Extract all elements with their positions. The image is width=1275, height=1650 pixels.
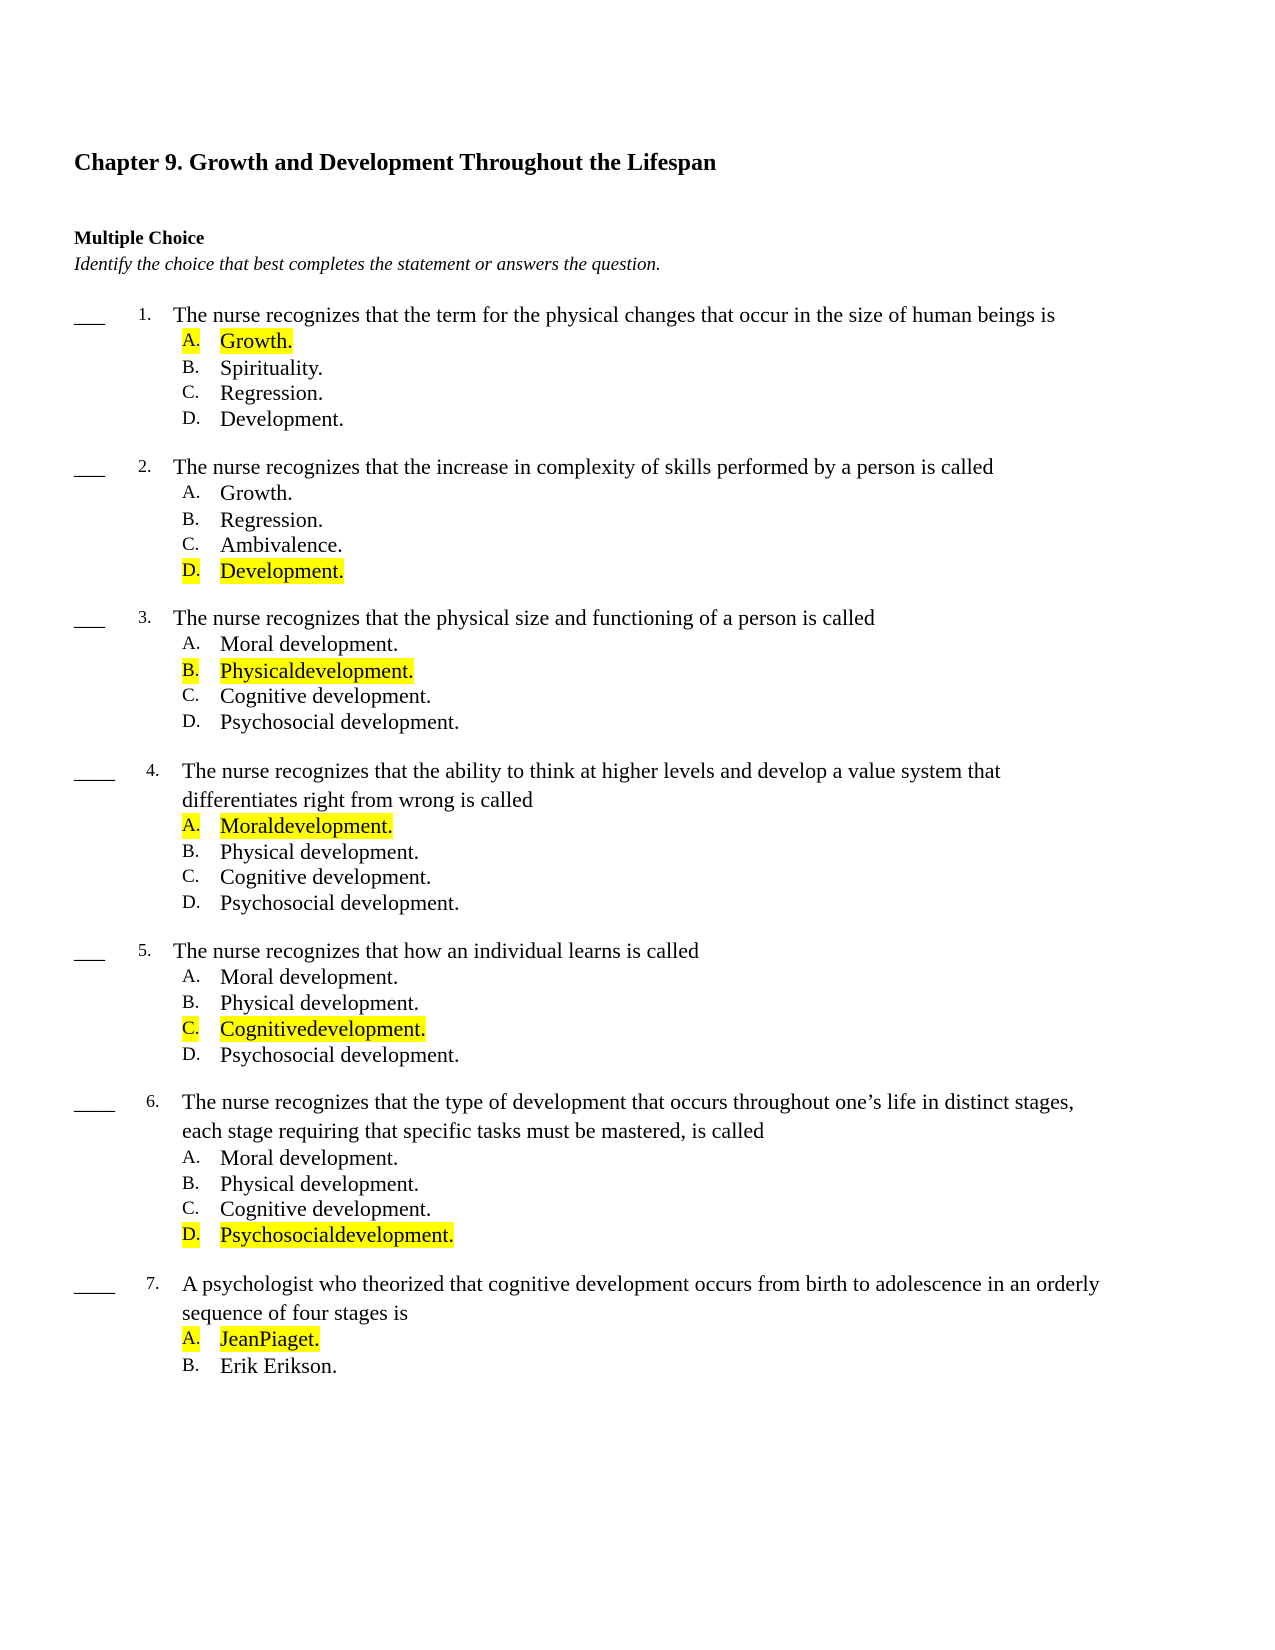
answer-blank[interactable]: ____	[74, 1271, 114, 1296]
option-letter: D.	[182, 408, 201, 429]
option-letter: A.	[182, 1326, 200, 1352]
option-text: Regression.	[220, 380, 324, 405]
option-letter: B.	[182, 841, 200, 862]
question-stem: The nurse recognizes that the physical size and functioning of a person is called	[173, 605, 875, 630]
option-letter: D.	[182, 1044, 201, 1065]
option-text: Physicaldevelopment.	[220, 658, 414, 683]
option-letter: D.	[182, 711, 201, 732]
question-number: 6.	[146, 1091, 160, 1111]
question-number: 2.	[138, 456, 152, 476]
option-letter: C.	[182, 382, 200, 403]
option-letter: C.	[182, 1198, 200, 1219]
answer-blank[interactable]: ___	[74, 605, 104, 630]
option-text: Cognitive development.	[220, 1196, 432, 1221]
option-text: Development.	[220, 406, 345, 431]
option-text: JeanPiaget.	[220, 1326, 320, 1351]
option-letter: A.	[182, 1147, 201, 1168]
option-letter: C.	[182, 685, 200, 706]
option-letter: D.	[182, 892, 201, 913]
option-letter: B.	[182, 658, 199, 684]
answer-blank[interactable]: ___	[74, 302, 104, 327]
question-stem: A psychologist who theorized that cognitive development occurs from birth to adolescence in an orderly sequence of four stages is	[182, 1271, 1100, 1325]
question-number: 7.	[146, 1273, 160, 1293]
option-text: Regression.	[220, 507, 324, 532]
option-text: Psychosocial development.	[220, 890, 460, 915]
answer-blank[interactable]: ____	[74, 758, 114, 783]
option-letter: B.	[182, 1173, 200, 1194]
option-letter: B.	[182, 992, 200, 1013]
answer-blank[interactable]: ____	[74, 1089, 114, 1114]
option-text: Psychosocialdevelopment.	[220, 1222, 455, 1247]
question-stem: The nurse recognizes that how an individual learns is called	[173, 938, 699, 963]
question-number: 3.	[138, 607, 152, 627]
option-text: Physical development.	[220, 1171, 420, 1196]
option-text: Physical development.	[220, 990, 420, 1015]
question-stem: The nurse recognizes that the increase in complexity of skills performed by a person is called	[173, 454, 994, 479]
option-text: Ambivalence.	[220, 532, 343, 557]
option-text: Moral development.	[220, 631, 399, 656]
option-text: Growth.	[220, 480, 293, 505]
option-letter: B.	[182, 1355, 200, 1376]
question-number: 4.	[146, 760, 160, 780]
option-text: Psychosocial development.	[220, 1042, 460, 1067]
option-letter: A.	[182, 633, 201, 654]
option-letter: C.	[182, 866, 200, 887]
option-letter: D.	[182, 558, 200, 584]
option-text: Cognitivedevelopment.	[220, 1016, 426, 1041]
option-text: Erik Erikson.	[220, 1353, 338, 1378]
question-stem: The nurse recognizes that the ability to think at higher levels and develop a value system that differentiates right from wrong is called	[182, 758, 1001, 812]
option-text: Growth.	[220, 328, 293, 353]
option-letter: B.	[182, 509, 200, 530]
option-text: Physical development.	[220, 839, 420, 864]
question-number: 1.	[138, 304, 152, 324]
option-letter: A.	[182, 328, 200, 354]
option-letter: D.	[182, 1222, 200, 1248]
option-text: Moral development.	[220, 964, 399, 989]
question-number: 5.	[138, 940, 152, 960]
option-letter: C.	[182, 1016, 199, 1042]
option-letter: B.	[182, 357, 200, 378]
option-letter: A.	[182, 482, 201, 503]
answer-blank[interactable]: ___	[74, 938, 104, 963]
section-heading: Multiple Choice	[74, 228, 205, 249]
option-text: Cognitive development.	[220, 683, 432, 708]
answer-blank[interactable]: ___	[74, 454, 104, 479]
option-text: Cognitive development.	[220, 864, 432, 889]
instructions-text: Identify the choice that best completes the statement or answers the question.	[74, 254, 661, 275]
option-letter: A.	[182, 813, 200, 839]
question-stem: The nurse recognizes that the term for the physical changes that occur in the size of human beings is	[173, 302, 1056, 327]
option-text: Spirituality.	[220, 355, 324, 380]
option-text: Development.	[220, 558, 345, 583]
question-stem: The nurse recognizes that the type of development that occurs throughout one’s life in distinct stages, each stage requiring that specific tasks must be mastered, is called	[182, 1089, 1074, 1143]
option-letter: A.	[182, 966, 201, 987]
option-text: Moraldevelopment.	[220, 813, 393, 838]
chapter-title: Chapter 9. Growth and Development Throughout the Lifespan	[74, 150, 717, 176]
option-text: Moral development.	[220, 1145, 399, 1170]
option-text: Psychosocial development.	[220, 709, 460, 734]
option-letter: C.	[182, 534, 200, 555]
